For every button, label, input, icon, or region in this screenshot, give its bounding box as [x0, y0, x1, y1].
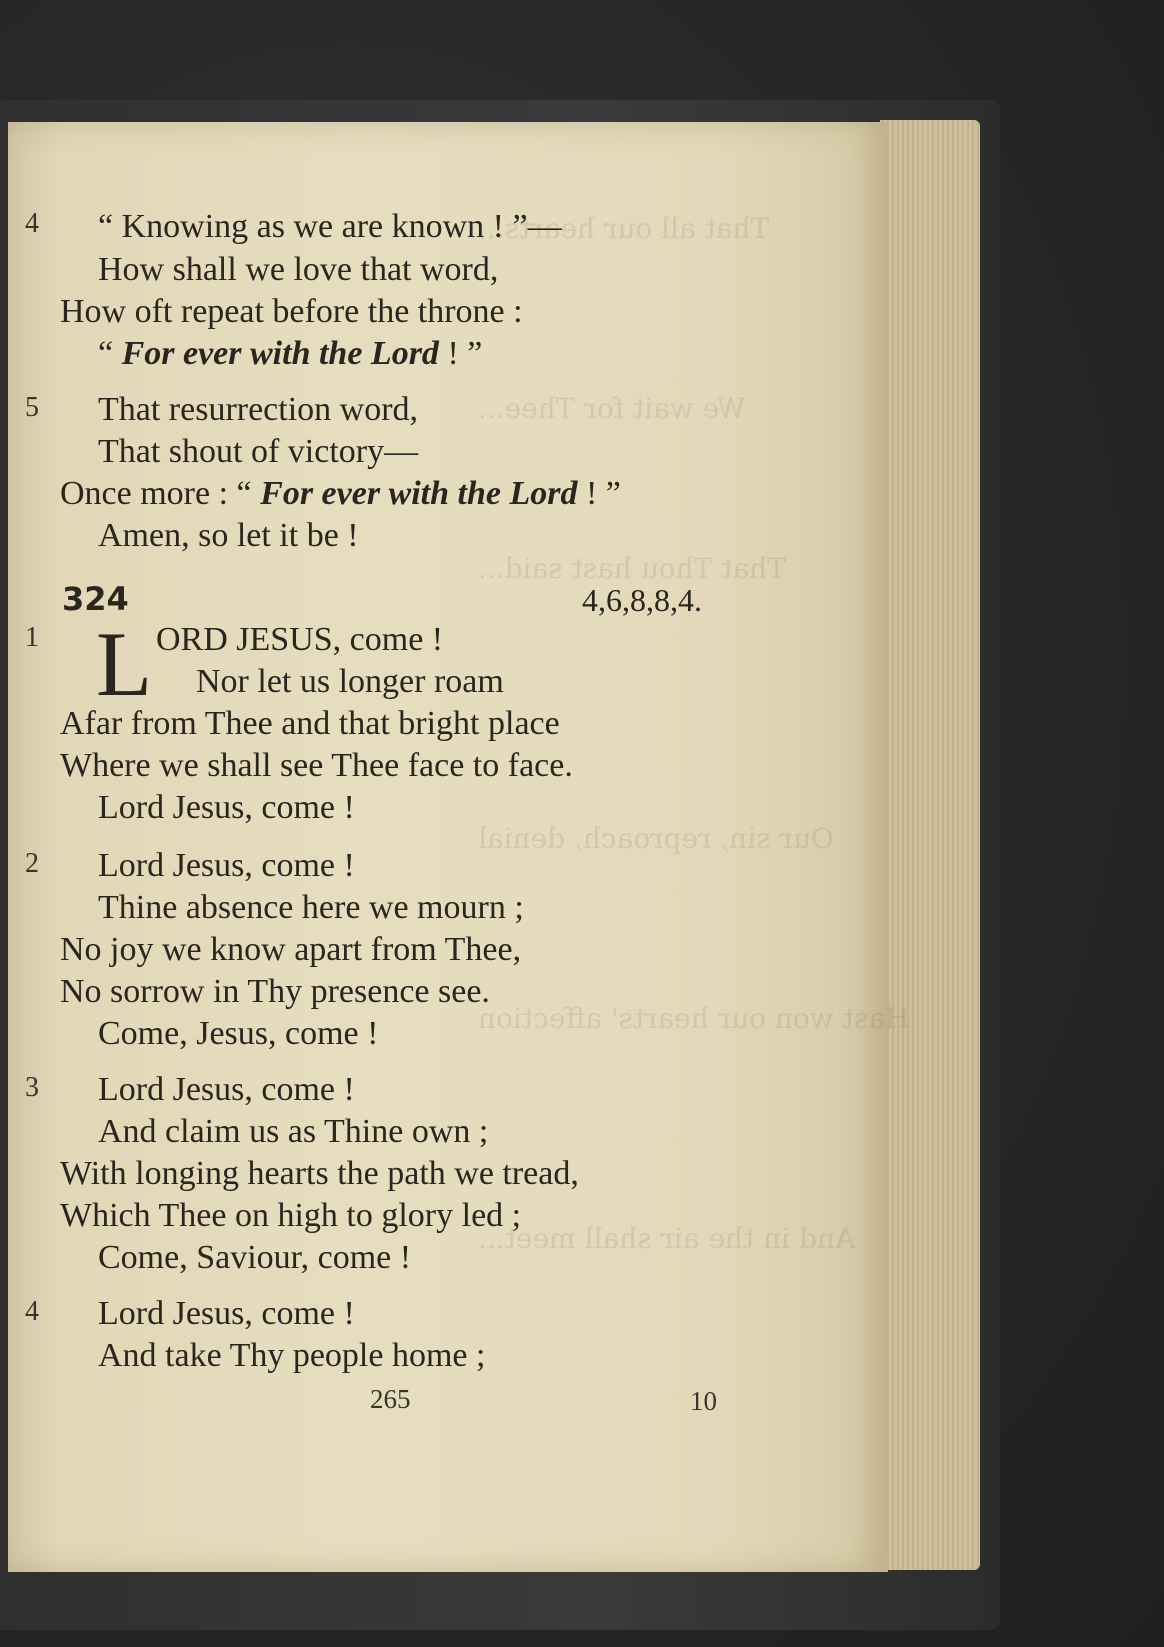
hymn-number: 324	[62, 580, 129, 618]
verse-line: Amen, so let it be !	[98, 517, 359, 554]
page-number: 265	[370, 1384, 411, 1414]
verse-line: Come, Saviour, come !	[98, 1239, 412, 1276]
verse-line: Lord Jesus, come !	[98, 1071, 355, 1108]
verse-line: With longing hearts the path we tread,	[60, 1155, 579, 1192]
page-edges	[880, 120, 980, 1570]
verse-line: Come, Jesus, come !	[98, 1015, 379, 1052]
verse-line: How oft repeat before the throne :	[60, 293, 523, 330]
verse-line: Where we shall see Thee face to face.	[60, 747, 573, 784]
signature-mark: 10	[690, 1386, 717, 1416]
book-page: That all our hearts... We wait for Thee... That Thou hast said... Our sin, reproach, denial Hast won our hearts' affection And in the air shall meet...	[8, 122, 888, 1572]
verse-number: 3	[25, 1072, 39, 1103]
verse-line: And claim us as Thine own ;	[98, 1113, 489, 1150]
verse-number: 5	[25, 392, 39, 423]
verse-line: No joy we know apart from Thee,	[60, 931, 522, 968]
verse-line: Once more : “ For ever with the Lord ! ”	[60, 475, 621, 512]
verse-line: That shout of victory—	[98, 433, 419, 470]
hymn-meter: 4,6,8,8,4.	[582, 582, 702, 618]
verse-line: Afar from Thee and that bright place	[60, 705, 560, 742]
verse-line: Which Thee on high to glory led ;	[60, 1197, 522, 1234]
verse-line: No sorrow in Thy presence see.	[60, 973, 490, 1010]
verse-line: Lord Jesus, come !	[98, 847, 355, 884]
verse-line: That resurrection word,	[98, 391, 419, 428]
verse-line: How shall we love that word,	[98, 251, 499, 288]
verse-line: “ For ever with the Lord ! ”	[98, 335, 483, 372]
verse-line: Thine absence here we mourn ;	[98, 889, 524, 926]
verse-number: 4	[25, 1296, 39, 1327]
verse-number: 4	[25, 208, 39, 239]
verse-number: 2	[25, 848, 39, 879]
verse-line: Nor let us longer roam	[196, 663, 504, 700]
drop-cap: L	[96, 613, 153, 715]
verse-number: 1	[25, 622, 39, 653]
verse-line: Lord Jesus, come !	[98, 1295, 355, 1332]
verse-line: And take Thy people home ;	[98, 1337, 486, 1374]
verse-line: “ Knowing as we are known ! ”—	[98, 208, 562, 245]
verse-line: Lord Jesus, come !	[98, 789, 355, 826]
verse-line: ORD JESUS, come !	[156, 621, 444, 658]
